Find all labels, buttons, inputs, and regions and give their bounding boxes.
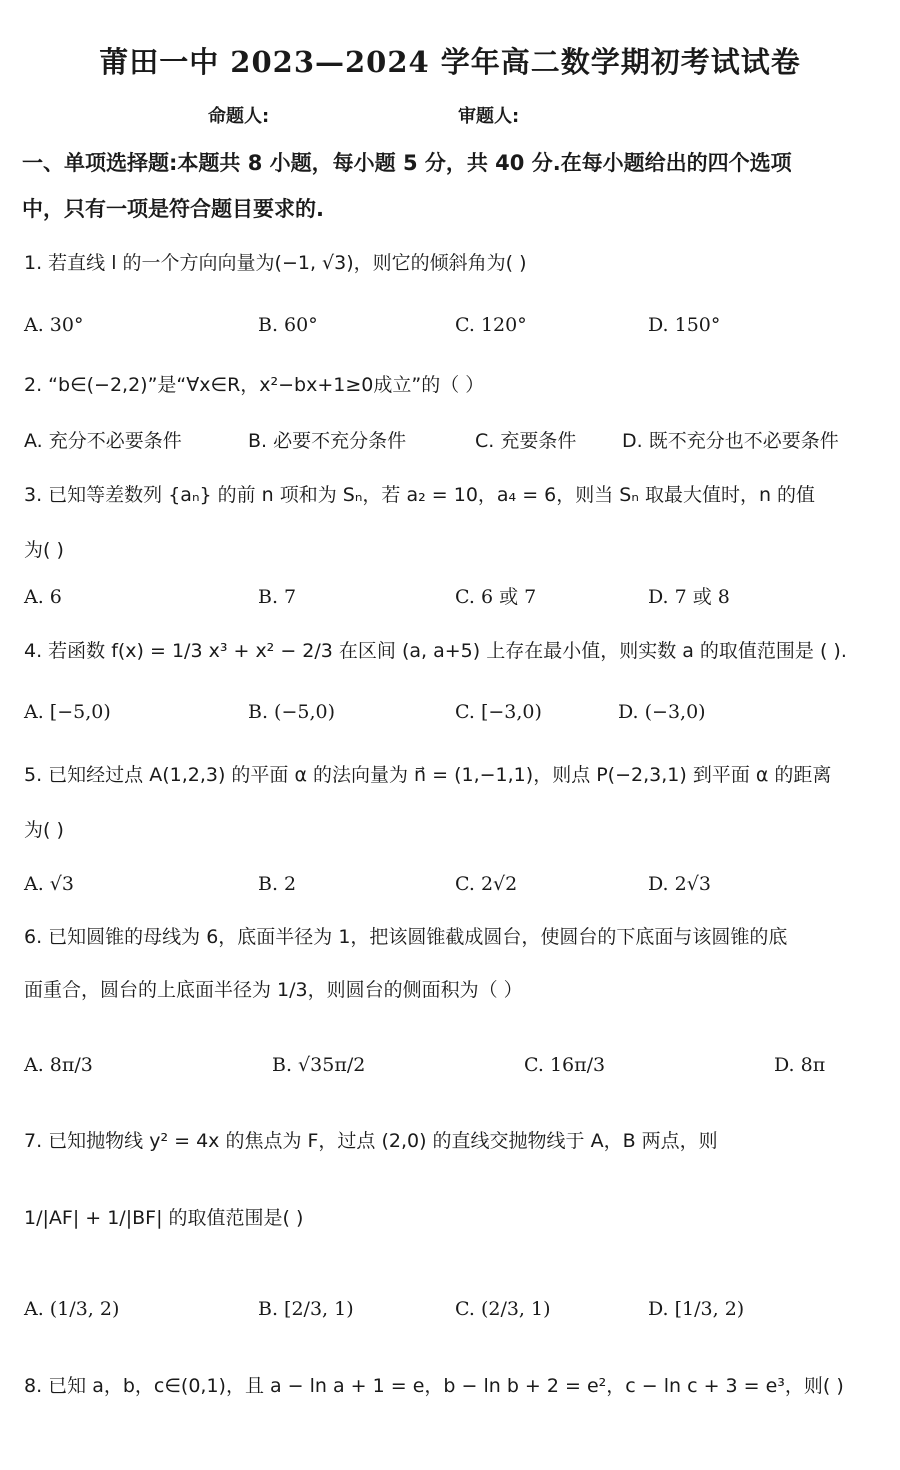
q3-option-d[interactable]: D. 7 或 8 — [648, 586, 730, 608]
section-heading — [22, 140, 882, 232]
q6-option-c[interactable]: C. 16π/3 — [524, 1054, 606, 1076]
q1-option-c[interactable]: C. 120° — [455, 314, 527, 336]
author-label: 命题人: — [208, 106, 270, 127]
q4-option-b[interactable]: B. (−5,0) — [248, 701, 336, 723]
q2-option-a[interactable]: A. 充分不必要条件 — [24, 430, 182, 452]
q5-option-b[interactable]: B. 2 — [258, 873, 297, 895]
exam-title: 莆田一中 2023—2024 学年高二数学期初考试试卷 — [99, 45, 801, 79]
q3-option-b[interactable]: B. 7 — [258, 586, 297, 608]
q7-option-b[interactable]: B. [2/3, 1) — [258, 1298, 354, 1320]
section-heading-line2: 中，只有一项是符合题目要求的. — [22, 197, 324, 221]
question-7-stem-line2: 1/|AF| + 1/|BF| 的取值范围是( ) — [24, 1207, 304, 1229]
q3-option-c[interactable]: C. 6 或 7 — [455, 586, 537, 608]
question-5-stem-line2: 为( ) — [24, 819, 64, 841]
q4-option-c[interactable]: C. [−3,0) — [455, 701, 542, 723]
q4-option-d[interactable]: D. (−3,0) — [618, 701, 706, 723]
q5-option-d[interactable]: D. 2√3 — [648, 873, 711, 895]
q1-option-a[interactable]: A. 30° — [24, 314, 84, 336]
question-8-stem: 8. 已知 a，b，c∈(0,1)，且 a − ln a + 1 = e，b − ln b + 2 = e²，c − ln c + 3 = e³，则( ) — [24, 1375, 844, 1397]
q2-option-c[interactable]: C. 充要条件 — [475, 430, 577, 452]
question-5-stem-line1: 5. 已知经过点 A(1,2,3) 的平面 α 的法向量为 n⃗ = (1,−1,1)，则点 P(−2,3,1) 到平面 α 的距离 — [24, 764, 832, 786]
q7-option-d[interactable]: D. [1/3, 2) — [648, 1298, 745, 1320]
q2-option-b[interactable]: B. 必要不充分条件 — [248, 430, 407, 452]
q3-option-a[interactable]: A. 6 — [24, 586, 62, 608]
q5-option-a[interactable]: A. √3 — [24, 873, 74, 895]
question-1-stem: 1. 若直线 l 的一个方向向量为(−1, √3)，则它的倾斜角为( ) — [24, 252, 527, 274]
q1-option-b[interactable]: B. 60° — [258, 314, 318, 336]
q4-option-a[interactable]: A. [−5,0) — [24, 701, 111, 723]
q5-option-c[interactable]: C. 2√2 — [455, 873, 518, 895]
q6-option-b[interactable]: B. √35π/2 — [272, 1054, 366, 1076]
question-3-stem-line2: 为( ) — [24, 539, 64, 561]
question-6-stem-line1: 6. 已知圆锥的母线为 6，底面半径为 1，把该圆锥截成圆台，使圆台的下底面与该圆锥的底 — [24, 926, 788, 948]
q6-option-a[interactable]: A. 8π/3 — [24, 1054, 93, 1076]
question-7-stem-line1: 7. 已知抛物线 y² = 4x 的焦点为 F，过点 (2,0) 的直线交抛物线于 A，B 两点，则 — [24, 1130, 718, 1152]
section-heading-line1: 一、单项选择题:本题共 8 小题，每小题 5 分，共 40 分.在每小题给出的四个选项 — [22, 151, 792, 175]
q6-option-d[interactable]: D. 8π — [774, 1054, 826, 1076]
q7-option-a[interactable]: A. (1/3, 2) — [24, 1298, 120, 1320]
q7-option-c[interactable]: C. (2/3, 1) — [455, 1298, 551, 1320]
q2-option-d[interactable]: D. 既不充分也不必要条件 — [622, 430, 839, 452]
reviewer-label: 审题人: — [458, 106, 520, 127]
question-3-stem-line1: 3. 已知等差数列 {aₙ} 的前 n 项和为 Sₙ，若 a₂ = 10，a₄ = 6，则当 Sₙ 取最大值时，n 的值 — [24, 484, 816, 506]
question-6-stem-line2: 面重合，圆台的上底面半径为 1/3，则圆台的侧面积为（ ） — [24, 979, 523, 1001]
q1-option-d[interactable]: D. 150° — [648, 314, 721, 336]
question-4-stem: 4. 若函数 f(x) = 1/3 x³ + x² − 2/3 在区间 (a, a+5) 上存在最小值，则实数 a 的取值范围是 ( ). — [24, 640, 847, 662]
question-2-stem: 2. “b∈(−2,2)”是“∀x∈R，x²−bx+1≥0成立”的（ ） — [24, 374, 485, 396]
